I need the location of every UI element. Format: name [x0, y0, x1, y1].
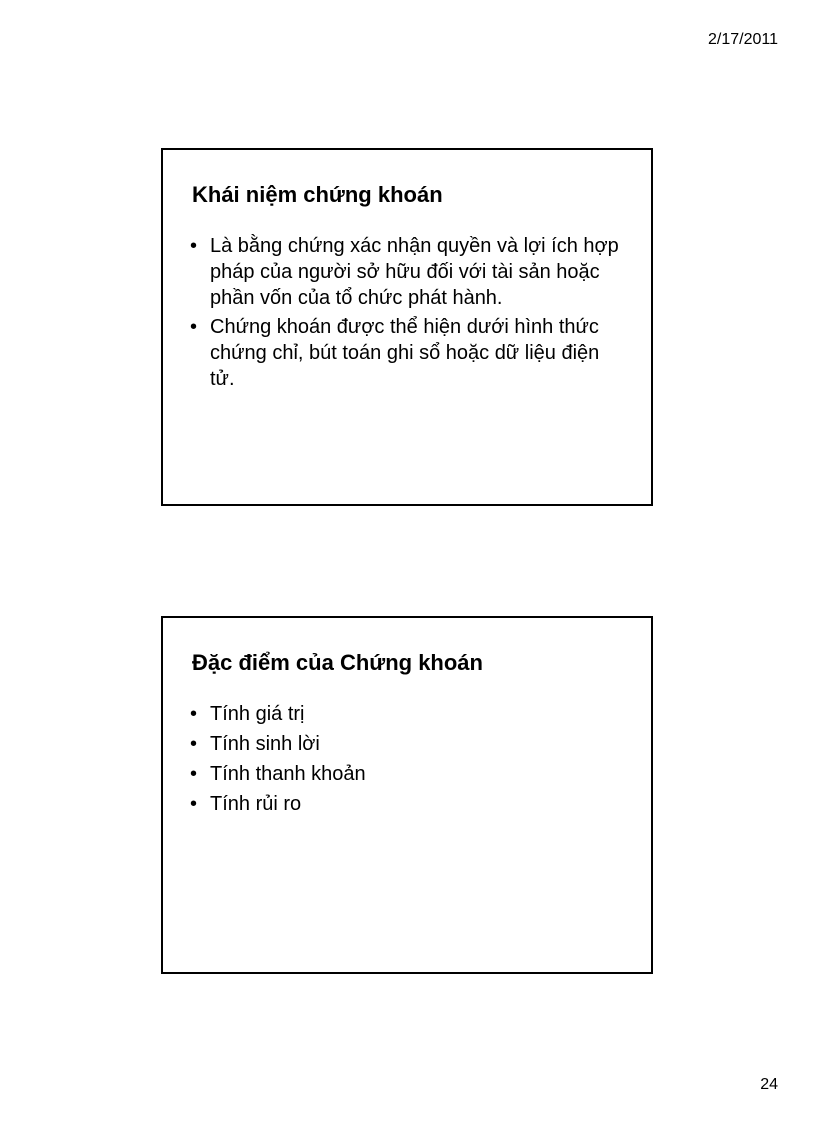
- bullet-item: [189, 233, 629, 311]
- bullet-item: [189, 761, 629, 787]
- bullet-icon: •: [190, 763, 198, 785]
- bullet-text: Tính thanh khoản: [210, 763, 366, 785]
- bullet-text: Là bằng chứng xác nhận quyền và lợi ích hợp pháp của người sở hữu đối với tài sản hoặc phần vốn của tổ chức phát hành.: [210, 235, 619, 309]
- bullet-list: [189, 701, 629, 821]
- bullet-list: [189, 233, 629, 395]
- bullet-text: Tính rủi ro: [210, 793, 302, 815]
- bullet-item: [189, 731, 629, 757]
- bullet-icon: •: [190, 733, 198, 755]
- page-date: 2/17/2011: [708, 31, 778, 48]
- bullet-text: Tính sinh lời: [210, 733, 320, 755]
- slide-khai-niem-chung-khoan: [161, 148, 653, 506]
- bullet-icon: •: [190, 793, 198, 815]
- bullet-icon: •: [190, 703, 198, 725]
- bullet-icon: •: [190, 235, 198, 257]
- bullet-item: [189, 791, 629, 817]
- slide-dac-diem-chung-khoan: [161, 616, 653, 974]
- page-number: 24: [760, 1076, 778, 1093]
- bullet-item: [189, 701, 629, 727]
- bullet-item: [189, 314, 629, 392]
- bullet-icon: •: [190, 316, 198, 338]
- bullet-text: Chứng khoán được thể hiện dưới hình thức chứng chỉ, bút toán ghi sổ hoặc dữ liệu điện tử.: [210, 316, 600, 390]
- slide-title: Khái niệm chứng khoán: [192, 182, 443, 207]
- slide-title: Đặc điểm của Chứng khoán: [192, 650, 483, 675]
- bullet-text: Tính giá trị: [210, 703, 305, 725]
